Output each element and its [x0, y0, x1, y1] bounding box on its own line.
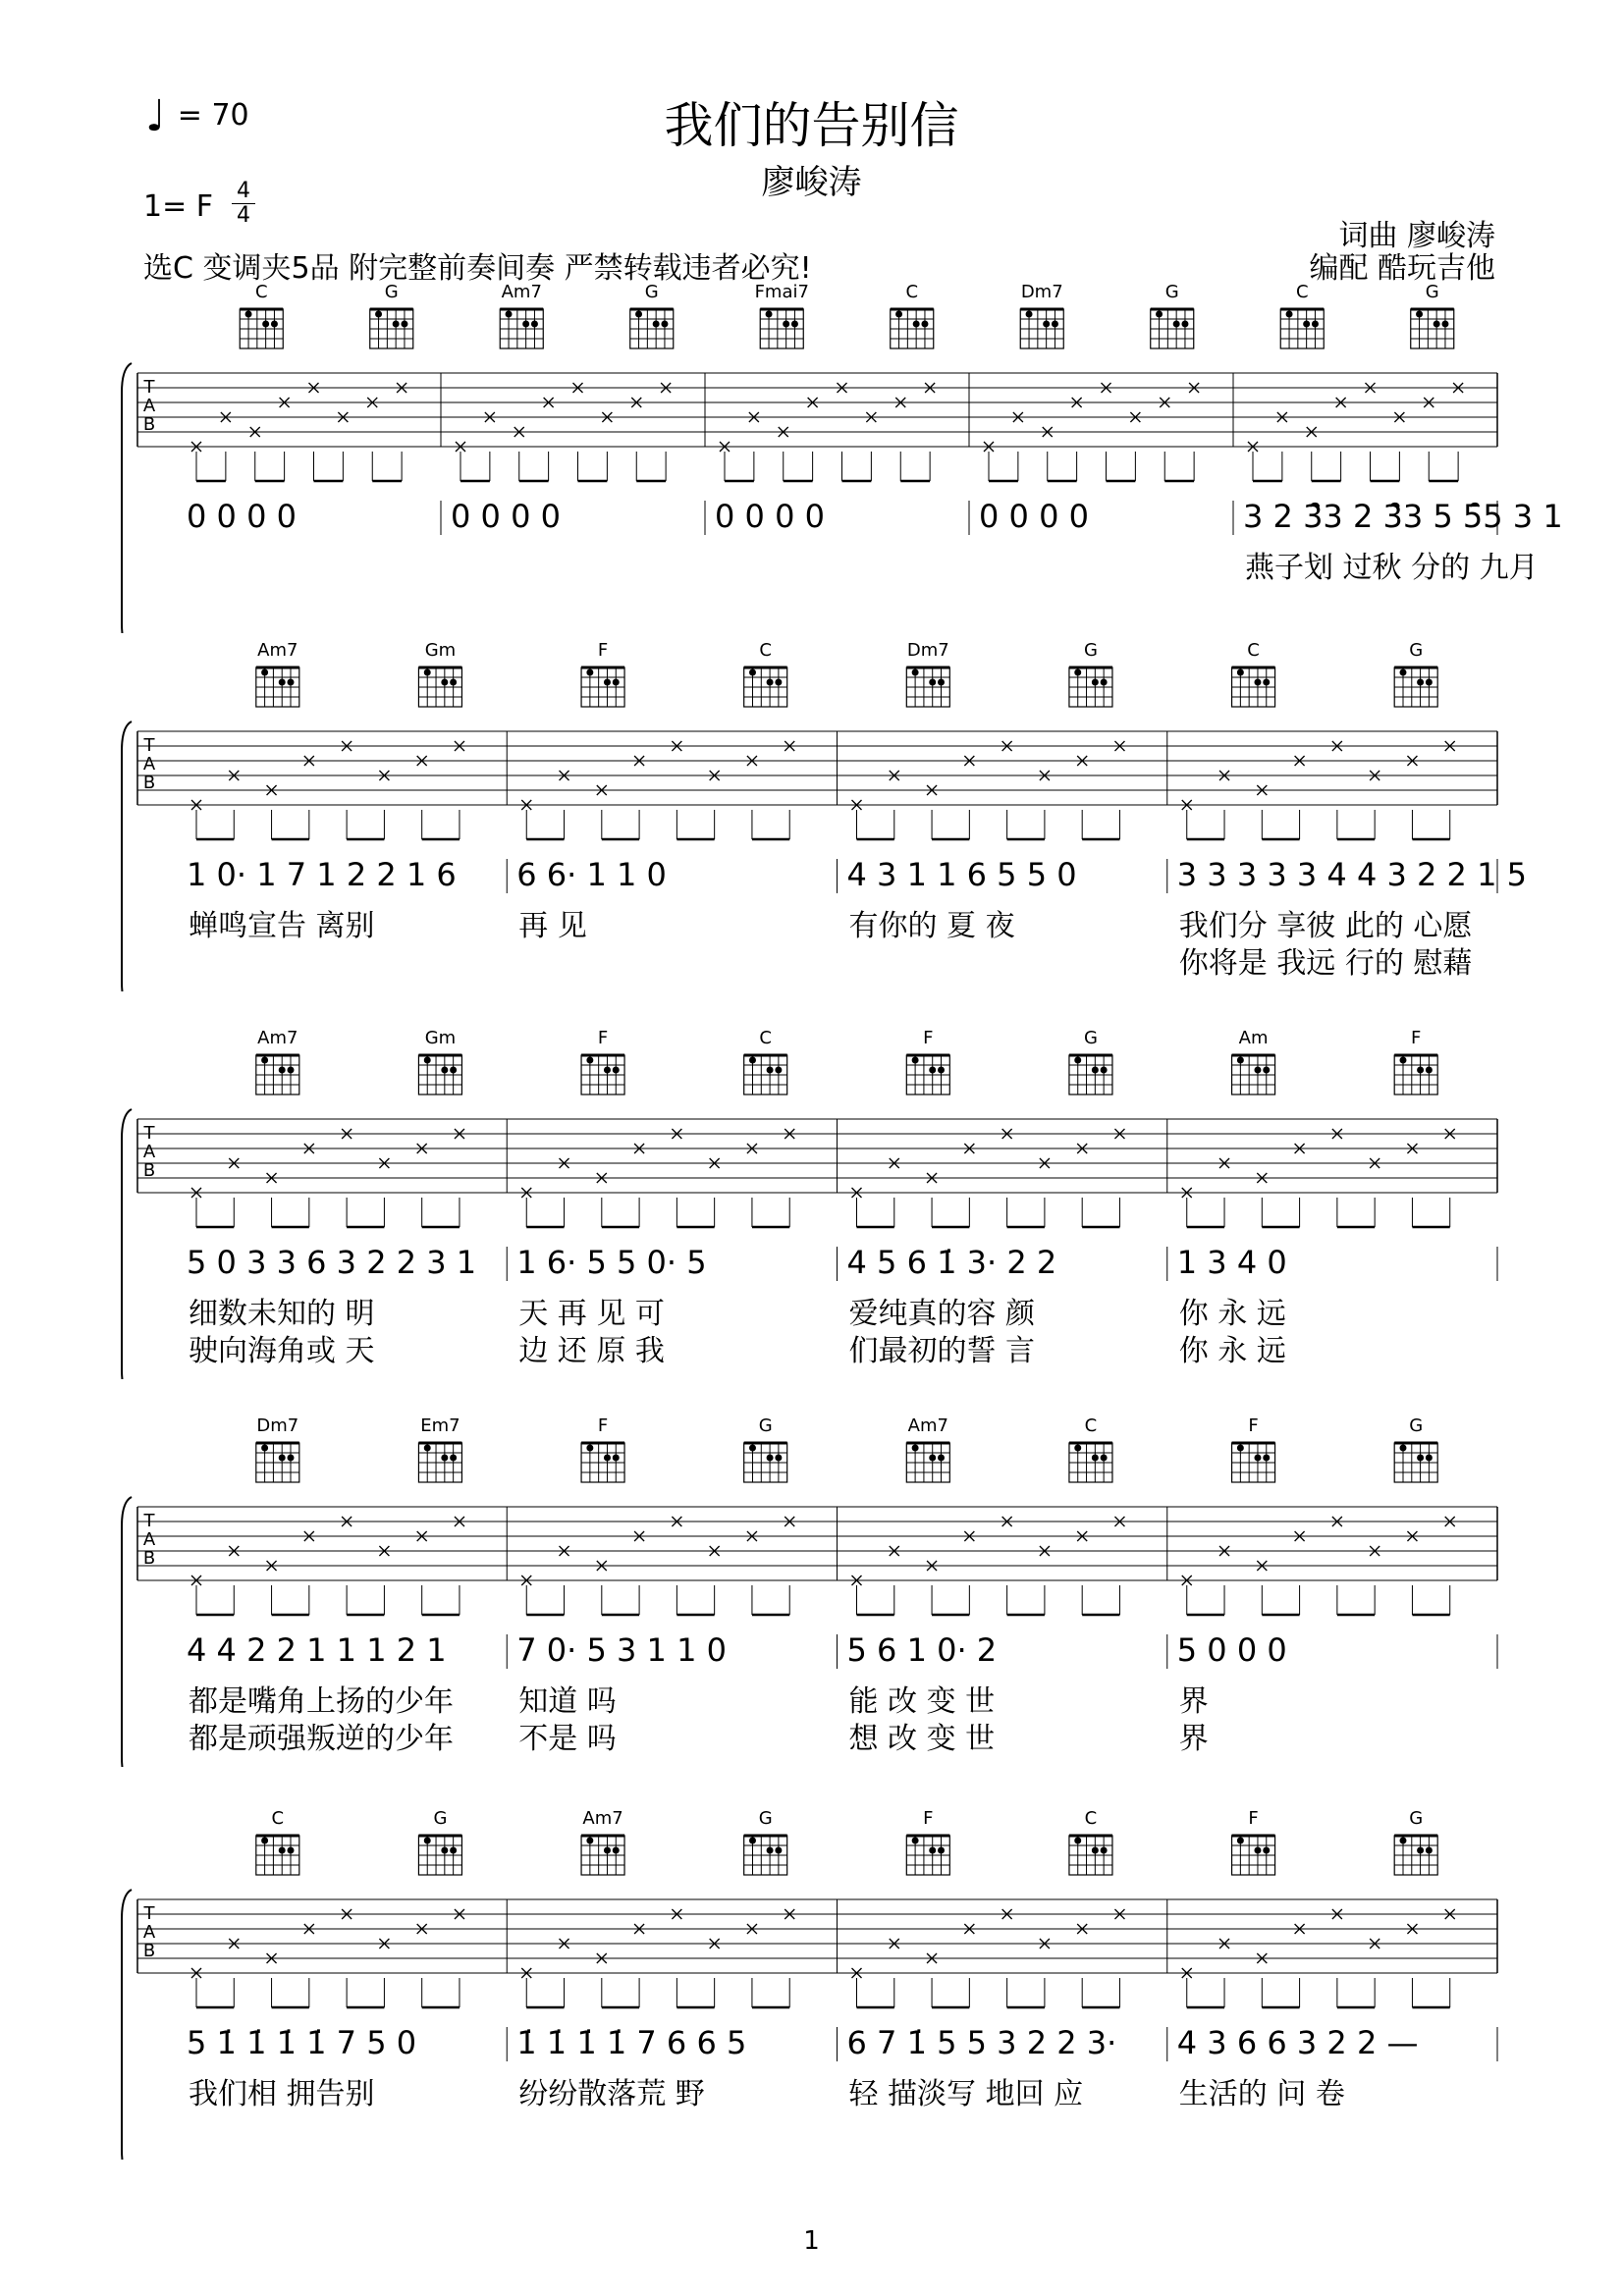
chord-name: Am7: [257, 640, 298, 661]
finger-dot: [749, 1057, 756, 1064]
chord-diagram: [630, 282, 674, 348]
chord-diagram: [744, 640, 787, 707]
lyric-line-1: 燕子划 过秋 分的 九月: [1245, 551, 1539, 585]
score-system: [0, 1026, 1623, 1379]
finger-dot: [912, 1445, 919, 1452]
chord-name: C: [759, 1028, 772, 1048]
lyric-line-1: 都是嘴角上扬的少年: [189, 1684, 454, 1719]
tempo-marking: [145, 91, 249, 141]
finger-dot: [767, 1067, 774, 1074]
chord-name: G: [1409, 640, 1424, 661]
chord-name: Am7: [907, 1415, 948, 1436]
finger-dot: [1101, 1455, 1108, 1462]
finger-dot: [749, 669, 756, 676]
finger-dot: [783, 321, 789, 328]
finger-dot: [401, 321, 407, 328]
tab-label: T: [143, 735, 155, 756]
chord-name: F: [1411, 1028, 1422, 1048]
finger-dot: [1026, 311, 1033, 318]
finger-dot: [1254, 1455, 1261, 1462]
chord-diagram: [744, 1808, 787, 1875]
tab-label: A: [142, 754, 156, 774]
tab-label: A: [142, 396, 156, 416]
finger-dot: [450, 1847, 457, 1854]
finger-dot: [1286, 311, 1293, 318]
chord-name: F: [1248, 1808, 1259, 1829]
song-artist: 廖峻涛: [761, 163, 862, 202]
finger-dot: [279, 679, 286, 686]
measure-notation: 0 0 0 0: [715, 498, 825, 535]
finger-dot: [1074, 1057, 1081, 1064]
score-system: [0, 1806, 1623, 2160]
finger-dot: [1092, 1067, 1099, 1074]
tab-label: B: [142, 1941, 156, 1961]
finger-dot: [261, 1057, 268, 1064]
finger-dot: [441, 1847, 448, 1854]
chord-name: G: [1409, 1415, 1424, 1436]
tab-label: T: [143, 377, 155, 398]
chord-diagram: [256, 1808, 299, 1875]
measure-notation: 3 2 3̑3 2 3̑3 5 5̑5 3 1: [1243, 498, 1563, 535]
score-system: [0, 280, 1623, 633]
score-system: [0, 1414, 1623, 1767]
finger-dot: [279, 1067, 286, 1074]
finger-dot: [929, 1067, 936, 1074]
finger-dot: [1312, 321, 1319, 328]
finger-dot: [929, 679, 936, 686]
finger-dot: [1426, 1847, 1433, 1854]
finger-dot: [791, 321, 798, 328]
chord-name: Dm7: [1020, 282, 1063, 302]
chord-name: G: [758, 1808, 773, 1829]
finger-dot: [1303, 321, 1310, 328]
chord-diagram: [1394, 640, 1437, 707]
finger-dot: [279, 1455, 286, 1462]
score-system: [0, 638, 1623, 991]
finger-dot: [531, 321, 538, 328]
chord-name: C: [254, 282, 268, 302]
finger-dot: [1263, 1455, 1270, 1462]
finger-dot: [938, 679, 945, 686]
measure-notation: 1 3 4 0: [1176, 1244, 1287, 1281]
finger-dot: [604, 1455, 611, 1462]
finger-dot: [913, 321, 920, 328]
finger-dot: [506, 311, 513, 318]
lyric-line-1: 你 永 远: [1178, 1297, 1286, 1331]
finger-dot: [1417, 1455, 1424, 1462]
finger-dot: [1426, 679, 1433, 686]
measure-notation: 1 0· 1 7 1 2 2 1 6: [187, 856, 457, 893]
tab-label: A: [142, 1529, 156, 1550]
finger-dot: [522, 321, 529, 328]
time-signature-bottom: 4: [237, 203, 250, 228]
tempo-value: = 70: [177, 98, 249, 133]
measure-notation: 7 0· 5 3 1 1 0: [516, 1631, 727, 1669]
chord-name: G: [1425, 282, 1439, 302]
finger-dot: [938, 1067, 945, 1074]
chord-diagram: [500, 282, 543, 348]
finger-dot: [1441, 321, 1448, 328]
measure-notation: 1 6· 5 5 0· 5: [516, 1244, 707, 1281]
chord-name: Em7: [420, 1415, 460, 1436]
finger-dot: [262, 321, 269, 328]
finger-dot: [271, 321, 278, 328]
measure-notation: 6 7 1̇ 5 5 3 2 2 3·: [846, 2024, 1117, 2061]
chord-diagram: [1232, 1415, 1275, 1482]
finger-dot: [1399, 1445, 1406, 1452]
chord-diagram: [1394, 1808, 1437, 1875]
lyric-line-2: 想 改 变 世: [848, 1722, 996, 1756]
quarter-note-icon: ♩: [145, 91, 166, 141]
finger-dot: [586, 1445, 593, 1452]
finger-dot: [424, 1838, 431, 1844]
chord-name: F: [597, 640, 609, 661]
tab-label: A: [142, 1922, 156, 1943]
finger-dot: [1426, 1455, 1433, 1462]
chord-name: Am7: [582, 1808, 623, 1829]
finger-dot: [586, 669, 593, 676]
lyric-line-2: 边 还 原 我: [518, 1334, 665, 1368]
chord-diagram: [1069, 1808, 1112, 1875]
finger-dot: [749, 1838, 756, 1844]
chord-diagram: [906, 640, 949, 707]
chord-name: F: [923, 1028, 934, 1048]
chord-diagram: [256, 1415, 299, 1482]
finger-dot: [767, 1847, 774, 1854]
finger-dot: [279, 1847, 286, 1854]
finger-dot: [1416, 311, 1423, 318]
lyric-line-1: 界: [1178, 1684, 1209, 1719]
lyric-line-2: 界: [1178, 1722, 1209, 1756]
measure-notation: 0 0 0 0: [451, 498, 561, 535]
chord-name: Am7: [501, 282, 542, 302]
song-title: 我们的告别信: [664, 97, 959, 154]
lyric-line-2: 你 永 远: [1178, 1334, 1286, 1368]
lyric-line-2: 不是 吗: [518, 1722, 617, 1756]
chord-diagram: [256, 640, 299, 707]
lyric-line-2: 都是顽强叛逆的少年: [189, 1722, 454, 1756]
finger-dot: [424, 1057, 431, 1064]
chord-diagram: [1069, 1415, 1112, 1482]
chord-name: G: [1409, 1808, 1424, 1829]
lyric-line-1: 知道 吗: [518, 1684, 617, 1719]
finger-dot: [929, 1455, 936, 1462]
time-signature-top: 4: [237, 179, 250, 203]
lyric-line-1: 我们相 拥告别: [189, 2077, 375, 2111]
measure-notation: 4 3 1 1 6 5 5 0: [846, 856, 1077, 893]
chord-diagram: [240, 282, 283, 348]
finger-dot: [921, 321, 928, 328]
tab-label: B: [142, 1160, 156, 1181]
finger-dot: [613, 679, 620, 686]
finger-dot: [1434, 321, 1440, 328]
finger-dot: [749, 1445, 756, 1452]
finger-dot: [604, 1847, 611, 1854]
finger-dot: [1254, 1847, 1261, 1854]
finger-dot: [261, 1838, 268, 1844]
chord-name: Am: [1238, 1028, 1269, 1048]
chord-diagram: [744, 1028, 787, 1095]
chord-name: F: [1248, 1415, 1259, 1436]
lyric-line-2: 驶向海角或 天: [189, 1334, 375, 1368]
lyric-line-1: 细数未知的 明: [189, 1297, 375, 1331]
chord-name: Dm7: [906, 640, 949, 661]
finger-dot: [1399, 1838, 1406, 1844]
finger-dot: [1092, 679, 1099, 686]
chord-name: C: [1295, 282, 1309, 302]
chord-diagram: [1232, 1808, 1275, 1875]
tab-label: T: [143, 1123, 155, 1144]
finger-dot: [586, 1838, 593, 1844]
finger-dot: [288, 679, 295, 686]
finger-dot: [1254, 1067, 1261, 1074]
finger-dot: [1043, 321, 1050, 328]
finger-dot: [1426, 1067, 1433, 1074]
chord-name: Am7: [257, 1028, 298, 1048]
measure-notation: 6 6· 1 1 0: [516, 856, 667, 893]
finger-dot: [424, 1445, 431, 1452]
finger-dot: [895, 311, 902, 318]
chord-name: C: [905, 282, 919, 302]
finger-dot: [393, 321, 400, 328]
chord-diagram: [1411, 282, 1454, 348]
finger-dot: [613, 1847, 620, 1854]
finger-dot: [613, 1067, 620, 1074]
chord-diagram: [1069, 1028, 1112, 1095]
finger-dot: [261, 1445, 268, 1452]
finger-dot: [929, 1847, 936, 1854]
chord-diagram: [906, 1808, 949, 1875]
chord-name: F: [597, 1415, 609, 1436]
finger-dot: [288, 1455, 295, 1462]
chord-diagram: [581, 1415, 624, 1482]
key-signature: 1= F: [143, 189, 214, 224]
lyricist-composer-credit: 词曲 廖峻涛: [1338, 219, 1495, 253]
lyric-line-1: 天 再 见 可: [518, 1297, 665, 1331]
finger-dot: [1237, 1057, 1244, 1064]
measure-notation: 5 6 1 0· 2: [846, 1631, 998, 1669]
chord-name: G: [644, 282, 659, 302]
chord-diagram: [1394, 1028, 1437, 1095]
chord-diagram: [256, 1028, 299, 1095]
finger-dot: [1254, 679, 1261, 686]
tab-label: B: [142, 1548, 156, 1569]
finger-dot: [1263, 679, 1270, 686]
chord-diagram: [1151, 282, 1194, 348]
chord-diagram: [906, 1028, 949, 1095]
chord-diagram: [581, 640, 624, 707]
finger-dot: [1237, 1838, 1244, 1844]
arranger-credit: 编配 酷玩吉他: [1309, 251, 1495, 286]
lyric-line-2: 你将是 我远 行的 慰藉: [1178, 946, 1473, 981]
tab-label: T: [143, 1903, 155, 1924]
finger-dot: [375, 311, 382, 318]
finger-dot: [1074, 1445, 1081, 1452]
finger-dot: [1417, 1847, 1424, 1854]
finger-dot: [653, 321, 660, 328]
finger-dot: [261, 669, 268, 676]
chord-name: Fmai7: [754, 282, 809, 302]
chord-diagram: [1232, 640, 1275, 707]
finger-dot: [441, 1067, 448, 1074]
finger-dot: [661, 321, 668, 328]
lyric-line-1: 能 改 变 世: [848, 1684, 996, 1719]
chord-name: C: [271, 1808, 285, 1829]
chord-diagram: [1394, 1415, 1437, 1482]
chord-name: F: [597, 1028, 609, 1048]
measure-notation: 0 0 0 0: [187, 498, 297, 535]
finger-dot: [1101, 1847, 1108, 1854]
measure-notation: 4 5 6 1̇ 3· 2 2: [846, 1244, 1057, 1281]
finger-dot: [1237, 1445, 1244, 1452]
finger-dot: [912, 1057, 919, 1064]
chord-name: G: [1083, 1028, 1098, 1048]
finger-dot: [1399, 669, 1406, 676]
chord-diagram: [744, 1415, 787, 1482]
finger-dot: [912, 669, 919, 676]
chord-diagram: [755, 282, 809, 348]
finger-dot: [1181, 321, 1188, 328]
capo-note: 选C 变调夹5品 附完整前奏间奏 严禁转载违者必究!: [143, 251, 812, 286]
finger-dot: [912, 1838, 919, 1844]
lyric-line-1: 轻 描淡写 地回 应: [848, 2077, 1084, 2111]
finger-dot: [424, 669, 431, 676]
chord-diagram: [370, 282, 413, 348]
finger-dot: [1052, 321, 1058, 328]
finger-dot: [1417, 1067, 1424, 1074]
chord-diagram: [1020, 282, 1063, 348]
measure-notation: 4 4 2 2 1 1 1 2 1: [187, 1631, 447, 1669]
finger-dot: [766, 311, 773, 318]
finger-dot: [1074, 669, 1081, 676]
tab-label: A: [142, 1142, 156, 1162]
finger-dot: [450, 1455, 457, 1462]
finger-dot: [1101, 1067, 1108, 1074]
chord-diagram: [418, 1415, 461, 1482]
lyric-line-1: 再 见: [518, 909, 587, 943]
chord-name: C: [1084, 1415, 1098, 1436]
measure-notation: 3 3 3 3 3 4 4 3 2 2 1 5: [1176, 856, 1527, 893]
finger-dot: [441, 679, 448, 686]
chord-name: C: [1084, 1808, 1098, 1829]
finger-dot: [775, 1067, 782, 1074]
lyric-line-1: 蝉鸣宣告 离别: [189, 909, 375, 943]
finger-dot: [586, 1057, 593, 1064]
finger-dot: [635, 311, 642, 318]
chord-name: G: [384, 282, 399, 302]
finger-dot: [1156, 311, 1163, 318]
finger-dot: [1101, 679, 1108, 686]
tab-label: B: [142, 414, 156, 435]
finger-dot: [767, 1455, 774, 1462]
finger-dot: [775, 1847, 782, 1854]
time-signature: [232, 181, 255, 227]
chord-diagram: [581, 1028, 624, 1095]
finger-dot: [767, 679, 774, 686]
chord-diagram: [1232, 1028, 1275, 1095]
chord-name: F: [923, 1808, 934, 1829]
finger-dot: [1173, 321, 1180, 328]
lyric-line-2: 们最初的誓 言: [848, 1334, 1036, 1368]
lyric-line-1: 我们分 享彼 此的 心愿: [1178, 909, 1473, 943]
finger-dot: [1417, 679, 1424, 686]
chord-name: G: [1164, 282, 1179, 302]
chord-name: G: [433, 1808, 448, 1829]
finger-dot: [1263, 1847, 1270, 1854]
chord-diagram: [581, 1808, 624, 1875]
lyric-line-1: 生活的 问 卷: [1178, 2077, 1345, 2111]
lyric-line-1: 有你的 夏 夜: [848, 909, 1015, 943]
measure-notation: 1̇ 1̇ 1̇ 1̇ 7 6 6 5: [516, 2024, 747, 2061]
chord-diagram: [1069, 640, 1112, 707]
chord-diagram: [1280, 282, 1324, 348]
tab-label: T: [143, 1511, 155, 1531]
tab-label: B: [142, 773, 156, 793]
finger-dot: [450, 1067, 457, 1074]
finger-dot: [1399, 1057, 1406, 1064]
finger-dot: [604, 679, 611, 686]
chord-diagram: [418, 1808, 461, 1875]
finger-dot: [604, 1067, 611, 1074]
chord-diagram: [891, 282, 934, 348]
measure-notation: 0 0 0 0: [979, 498, 1089, 535]
chord-diagram: [418, 640, 461, 707]
finger-dot: [775, 679, 782, 686]
finger-dot: [1074, 1838, 1081, 1844]
finger-dot: [288, 1847, 295, 1854]
lyric-line-1: 纷纷散落荒 野: [518, 2077, 705, 2111]
chord-name: C: [759, 640, 772, 661]
measure-notation: 4 3 6 6 3 2 2 —: [1176, 2024, 1419, 2061]
chord-name: Gm: [424, 1028, 457, 1048]
chord-diagram: [418, 1028, 461, 1095]
finger-dot: [1263, 1067, 1270, 1074]
measure-notation: 5 1̇ 1̇ 1̇ 1̇ 7 5 0: [187, 2024, 417, 2061]
finger-dot: [245, 311, 252, 318]
finger-dot: [441, 1455, 448, 1462]
finger-dot: [1092, 1455, 1099, 1462]
finger-dot: [1092, 1847, 1099, 1854]
chord-diagram: [906, 1415, 949, 1482]
chord-name: C: [1247, 640, 1260, 661]
page-number: 1: [803, 2226, 820, 2256]
measure-notation: 5 0 3 3 6 3 2 2 3 1: [187, 1244, 477, 1281]
finger-dot: [1237, 669, 1244, 676]
finger-dot: [938, 1847, 945, 1854]
finger-dot: [613, 1455, 620, 1462]
chord-name: Dm7: [256, 1415, 299, 1436]
finger-dot: [775, 1455, 782, 1462]
chord-name: Gm: [424, 640, 457, 661]
finger-dot: [288, 1067, 295, 1074]
chord-name: G: [758, 1415, 773, 1436]
finger-dot: [938, 1455, 945, 1462]
finger-dot: [450, 679, 457, 686]
chord-name: G: [1083, 640, 1098, 661]
lyric-line-1: 爱纯真的容 颜: [848, 1297, 1036, 1331]
measure-notation: 5 0 0 0: [1176, 1631, 1287, 1669]
